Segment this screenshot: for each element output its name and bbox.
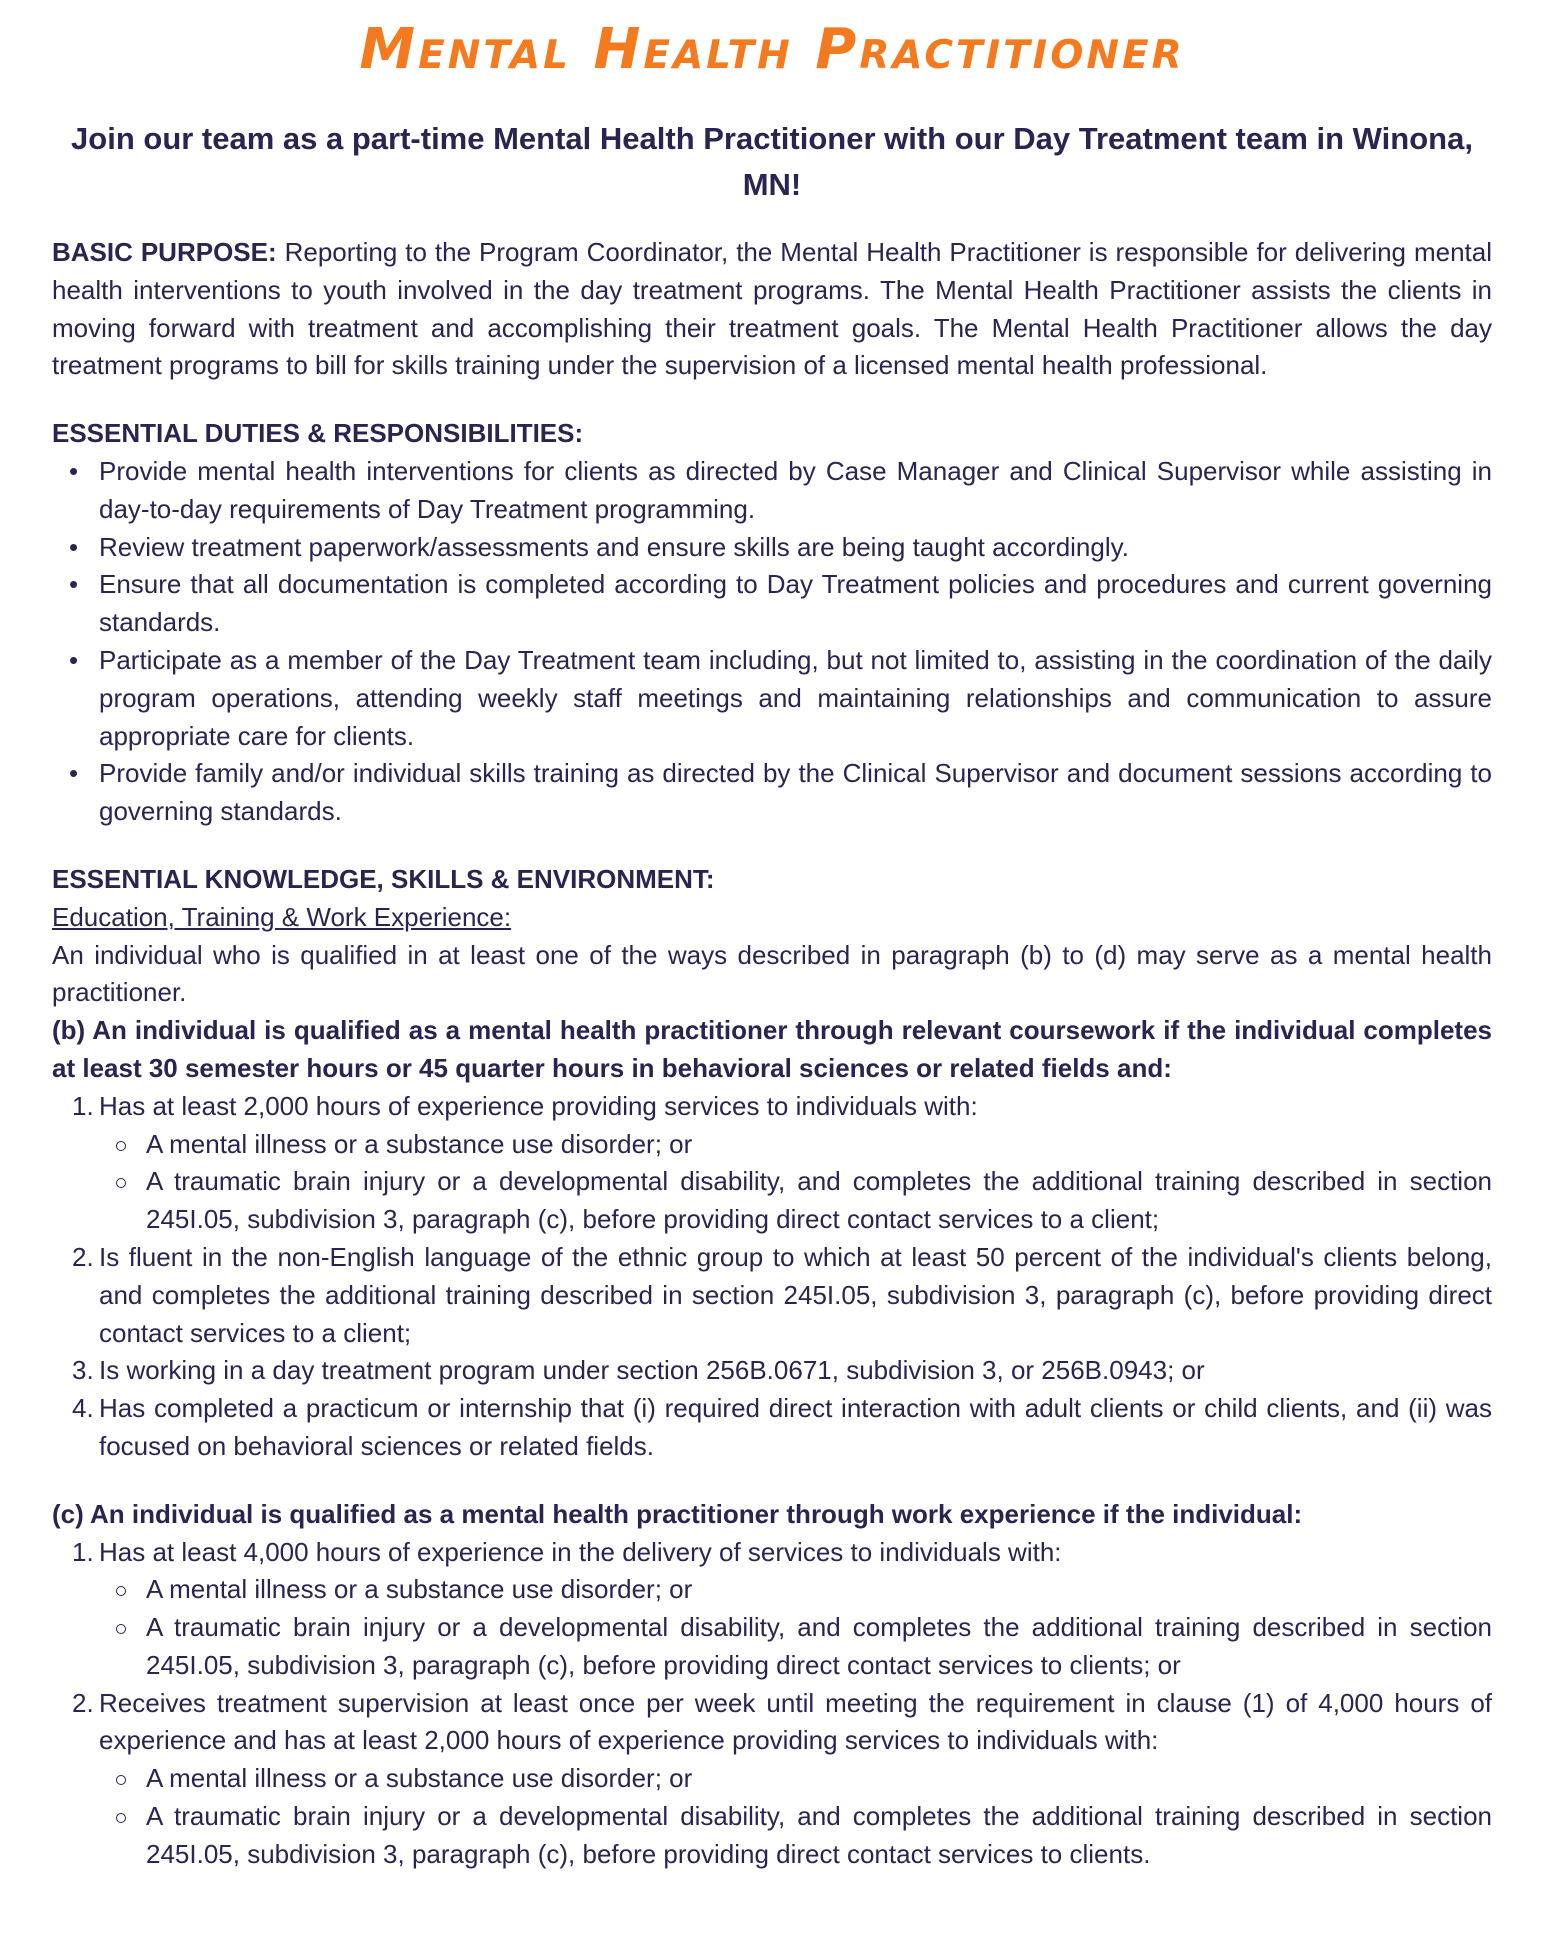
numbered-item — [52, 1352, 1492, 1390]
basic-purpose-paragraph — [52, 234, 1492, 385]
duties-list — [52, 453, 1492, 831]
sub-item: A mental illness or a substance use disorder; or — [99, 1571, 1492, 1609]
duty-item: • Provide mental health interventions for clients as directed by Case Manager and Clinical Supervisor while assisting in day-to-day requirements of Day Treatment programming. — [52, 453, 1492, 529]
section-c-list — [52, 1534, 1492, 1874]
sub-item: A mental illness or a substance use disorder; or — [99, 1760, 1492, 1798]
duty-item: • Ensure that all documentation is completed according to Day Treatment policies and procedures and current governing standards. — [52, 566, 1492, 642]
section-c-heading: (c) An individual is qualified as a mental health practitioner through work experience if the individual: — [52, 1498, 1303, 1529]
sub-list — [99, 1760, 1492, 1873]
item-text: Is working in a day treatment program under section 256B.0671, subdivision 3, or 256B.0943; or — [99, 1355, 1205, 1386]
item-text: Has at least 4,000 hours of experience in the delivery of services to individuals with: — [99, 1536, 1062, 1567]
item-number: 3. — [72, 1355, 94, 1386]
sub-list — [99, 1571, 1492, 1684]
job-posting-page — [52, 0, 1492, 1874]
duty-item: • Participate as a member of the Day Treatment team including, but not limited to, assisting in the coordination of the daily program operations, attending weekly staff meetings and maintaining relationships and communication to assure appropriate care for clients. — [52, 642, 1492, 755]
numbered-item — [52, 1534, 1492, 1685]
item-number: 4. — [72, 1393, 94, 1424]
duties-heading: ESSENTIAL DUTIES & RESPONSIBILITIES: — [52, 418, 584, 449]
item-text: Is fluent in the non-English language of the ethnic group to which at least 50 percent of the individual's clients belong, and completes the additional training described in section 245I.05, subdivision 3, paragraph (c), before providing direct contact services to a client; — [99, 1241, 1492, 1348]
item-text: Has completed a practicum or internship that (i) required direct interaction with adult clients or child clients, and (ii) was focused on behavioral sciences or related fields. — [99, 1393, 1492, 1461]
item-number: 1. — [72, 1090, 94, 1121]
duty-item: • Review treatment paperwork/assessments and ensure skills are being taught accordingly. — [52, 529, 1492, 567]
item-number: 2. — [72, 1241, 94, 1272]
section-b-list — [52, 1088, 1492, 1466]
knowledge-heading: ESSENTIAL KNOWLEDGE, SKILLS & ENVIRONMENT: — [52, 863, 715, 894]
numbered-item — [52, 1088, 1492, 1239]
sub-list — [99, 1126, 1492, 1239]
basic-purpose-text: Reporting to the Program Coordinator, the Mental Health Practitioner is responsible for delivering mental health interventions to youth involved in the day treatment programs. The Mental Health Practitioner assists the clients in moving forward with treatment and accomplishing their treatment goals. The Mental Health Practitioner allows the day treatment programs to bill for skills training under the supervision of a licensed mental health professional. — [52, 237, 1492, 381]
sub-item: A traumatic brain injury or a developmental disability, and completes the additional training described in section 245I.05, subdivision 3, paragraph (c), before providing direct contact services to a client; — [99, 1163, 1492, 1239]
education-subheading: Education, Training & Work Experience: — [52, 901, 512, 932]
sub-item: A mental illness or a substance use disorder; or — [99, 1126, 1492, 1164]
sub-item: A traumatic brain injury or a developmental disability, and completes the additional training described in section 245I.05, subdivision 3, paragraph (c), before providing direct contact services to clients. — [99, 1798, 1492, 1874]
sub-item: A traumatic brain injury or a developmental disability, and completes the additional training described in section 245I.05, subdivision 3, paragraph (c), before providing direct contact services to clients; or — [99, 1609, 1492, 1685]
section-b-heading: (b) An individual is qualified as a mental health practitioner through relevant coursework if the individual completes at least 30 semester hours or 45 quarter hours in behavioral sciences or related fields and: — [52, 1015, 1492, 1083]
basic-purpose-label: BASIC PURPOSE: — [52, 237, 277, 267]
item-text: Receives treatment supervision at least once per week until meeting the requirement in clause (1) of 4,000 hours of experience and has at least 2,000 hours of experience providing services to individuals with: — [99, 1687, 1492, 1756]
page-subtitle: Join our team as a part-time Mental Health Practitioner with our Day Treatment team in Winona, MN! — [71, 121, 1473, 202]
duty-item: • Provide family and/or individual skills training as directed by the Clinical Supervisor and document sessions according to governing standards. — [52, 755, 1492, 831]
item-text: Has at least 2,000 hours of experience providing services to individuals with: — [99, 1090, 978, 1121]
numbered-item — [52, 1390, 1492, 1466]
knowledge-intro: An individual who is qualified in at least one of the ways described in paragraph (b) to (d) may serve as a mental health practitioner. — [52, 939, 1492, 1008]
numbered-item — [52, 1239, 1492, 1352]
numbered-item — [52, 1685, 1492, 1874]
page-title: Mental Health Practitioner — [359, 17, 1185, 82]
item-number: 1. — [72, 1536, 94, 1567]
item-number: 2. — [72, 1687, 94, 1718]
